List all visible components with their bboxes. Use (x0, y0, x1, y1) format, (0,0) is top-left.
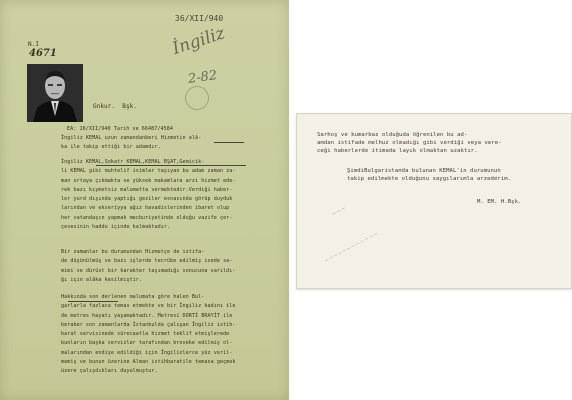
file-number: 4671 (29, 48, 57, 59)
pencil-scribble-1: ~~~ (330, 204, 347, 219)
paragraph-4: Hakkında son derlenen malumata göre halen Bul- garlarla fazlaca temas etmekte ve bir İngiliz kadını ile de metres hayatı yaşamaktadır. Metresi DORTİ BRAYİT ile beraber son zamanlarda İstanbulda çalışan İngiliz istih- barat servisinede sürecaatla hizmet teklif etmişlerede bunların başka servisler tarafından broveke edilmiş ol- malarından endişe edildiği için İngilizlerce yüz veril- memiş ve bunun üzerine Alman istihbaratile temasa geçmek üzere çalışdıkları duyulmuştur. (61, 294, 236, 375)
portrait-image (27, 64, 83, 122)
date-stamp: 36/XII/940 (175, 14, 224, 23)
underline-2 (96, 165, 246, 166)
underline-1 (214, 142, 244, 143)
handwritten-note: İngiliz (170, 23, 228, 60)
reference-line: EA: 16/XII/940 Tarih ve 66487/4584 (67, 126, 173, 132)
file-prefix: N.I (28, 41, 39, 48)
ink-stamp (183, 84, 211, 112)
recipient-header: Gnkur. Bşk. (93, 103, 137, 110)
pencil-scribble-2: ~~~~~~~~~~~~ (322, 230, 380, 265)
paragraph-2: İngiliz KEMAL,Sokatr KEMAL,KEMAL BŞAT,Gemicik- li KEMAL gibi muhtelif isimler taşıyan bu adam zaman za- man ortaya çıkmakta ve yüksek makamlara arzi hizmet ede- rek bazı kıymetsiz malumatta vermektedir.Verdiği haber- ler yurd dışında yaptığı geziler esnasında görüp duyduk larından ve ekseriyya ağız havadislerinden ibaret olup her vatandaşın yapmak mecburiyetinde olduğu vazife çer- çevesinin haddu içinde kalmaktadır. (61, 159, 236, 231)
paragraph-1: İngiliz KEMAL uzun zamandanberi Hizmetin alâ- ka ile takip ettiği bir adamdır. (61, 135, 202, 151)
portrait-photo (27, 64, 83, 122)
paragraph-3: Bir zamanlar bu durumundan Hizmetçe de istifa- de düşünülmüş ve bazı işlerde tecrübe edilmiş isede sa- mimi ve dürüst bir karakter taşımadığı sonucuna varıldı- ğı için alâka kesilmiştir. (61, 249, 236, 283)
signature-line: M. EM. H.Bşk. (477, 199, 522, 205)
handwritten-number: 2-82 (187, 68, 219, 87)
right-paragraph-2: ŞimdiBulgaristanda bulunan KEMAL'in durumunun takip edilmekte olduğunu saygılarımla arzederim. (347, 168, 512, 182)
document-page-right (296, 113, 572, 289)
right-paragraph-1: Sarhoş ve kumarbaz olduğuda öğrenilen bu ad- amdan istifade melhuz olmadığı gibi verdiği veya vere- ceği haberlerde itimada layık olmaktan uzaktır. (317, 132, 502, 154)
